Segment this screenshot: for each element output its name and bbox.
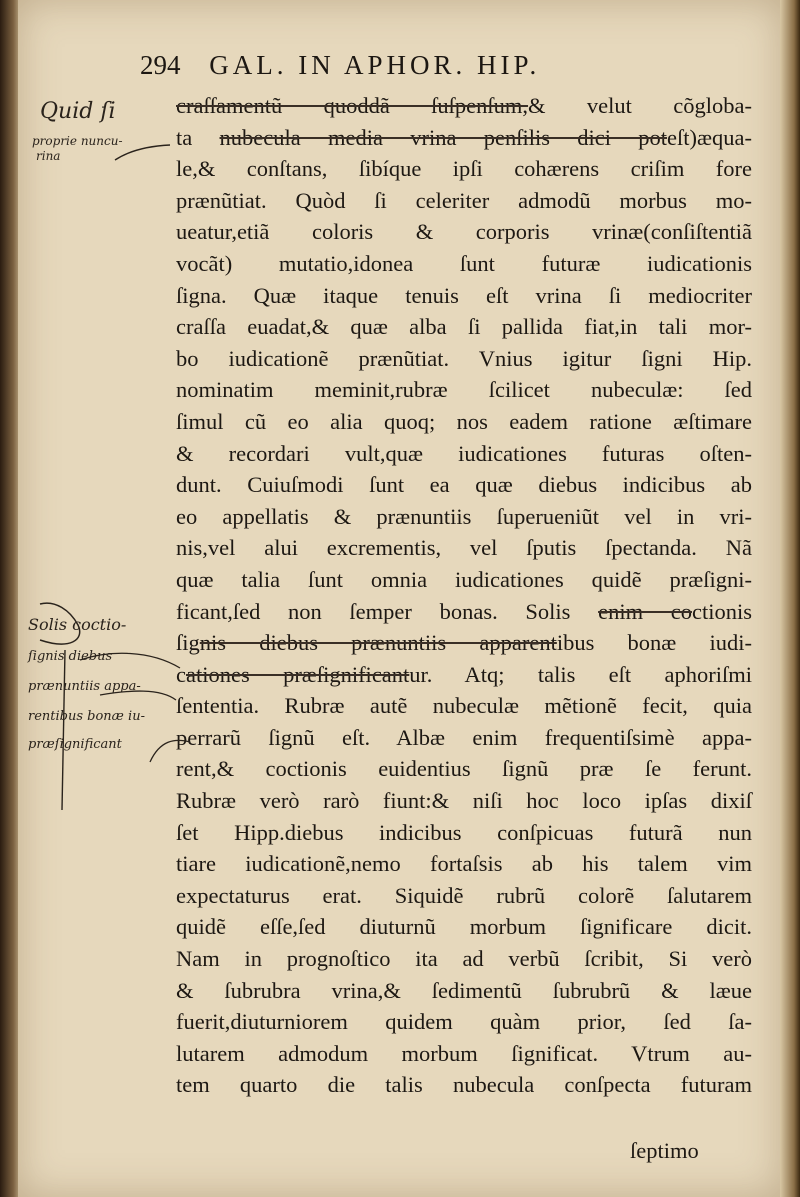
- text-line: eo appellatis & prænuntiis ſuperueniũt vel in vri-: [176, 503, 752, 529]
- page-number: 294: [140, 50, 181, 80]
- margin-note-2-line-1: Solis coctio-: [28, 615, 127, 634]
- body-text: [176, 90, 752, 1101]
- running-title: GAL. IN APHOR. HIP.: [209, 50, 541, 80]
- catchword: ſeptimo: [630, 1138, 699, 1163]
- text-line: perrarũ ſignũ eſt. Albæ enim frequentiſsimè appa-: [176, 724, 752, 750]
- text-line: dunt. Cuiuſmodi ſunt ea quæ diebus indicibus ab: [176, 472, 752, 498]
- text-line: craſſa euadat,& quæ alba ſi pallida fiat,in tali mor-: [176, 314, 752, 340]
- text-line: bo iudicationẽ prænũtiat. Vnius igitur ſigni Hip.: [176, 345, 752, 371]
- text-line: nominatim meminit,rubræ ſcilicet nubeculæ: ſed: [176, 377, 752, 403]
- text-line: tem quarto die talis nubecula conſpecta futuram: [176, 1072, 752, 1098]
- struck-text: nubecula media vrina penſilis dici pot: [219, 124, 668, 150]
- text-line: quæ talia ſunt omnia iudicationes quidẽ præſigni-: [176, 566, 752, 592]
- text-line: ueatur,etiã coloris & corporis vrinæ(conſiſtentiã: [176, 219, 752, 245]
- text-line: lutarem admodum morbum ſignificat. Vtrum au-: [176, 1040, 752, 1066]
- margin-note-2-line-5: præſignificant: [28, 737, 122, 752]
- text-line: craſſamentũ quoddã ſuſpenſum,& velut cõgloba-: [176, 93, 752, 118]
- page-header: [140, 50, 700, 81]
- text-line: quidẽ eſſe,ſed diuturnũ morbum ſignificare dicit.: [176, 914, 752, 940]
- text-line: rent,& coctionis euidentius ſignũ præ ſe ferunt.: [176, 756, 752, 782]
- margin-note-2-line-4: rentibus bonæ iu-: [28, 709, 145, 724]
- text-line: ſigna. Quæ itaque tenuis eſt vrina ſi mediocriter: [176, 282, 752, 308]
- text-line: & ſubrubra vrina,& ſedimentũ ſubrubrũ & læue: [176, 977, 752, 1003]
- text-line: cationes præſignificantur. Atq; talis eſt aphoriſmi: [176, 661, 752, 687]
- text-line: nis,vel alui excrementis, vel ſputis ſpectanda. Nã: [176, 535, 752, 561]
- text-line: tiare iudicationẽ,nemo fortaſsis ab his talem vim: [176, 851, 752, 877]
- struck-text: ationes præſignificant: [186, 661, 410, 687]
- text-line: Nam in prognoſtico ita ad verbũ ſcribit, Si verò: [176, 946, 752, 972]
- text-line: Rubræ verò rarò fiunt:& niſi hoc loco ipſas dixiſ: [176, 788, 752, 814]
- text-line: vocãt) mutatio,idonea ſunt futuræ iudicationis: [176, 250, 752, 276]
- struck-text: craſſamentũ quoddã ſuſpenſum,: [176, 93, 529, 118]
- text-line: le,& conſtans, ſibíque ipſi cohærens criſim fore: [176, 156, 752, 182]
- text-line: & recordari vult,quæ iudicationes futuras oſten-: [176, 440, 752, 466]
- struck-text: enim co: [598, 598, 692, 624]
- margin-note-1-line-1: Quid ſi: [40, 99, 116, 124]
- margin-note-2-line-3: prænuntiis appa-: [28, 679, 141, 694]
- text-line: fuerit,diuturniorem quidem quàm prior, ſed ſa-: [176, 1009, 752, 1035]
- page-edge: [780, 0, 800, 1197]
- text-line: ſimul cũ eo alia quoq; nos eadem ratione æſtimare: [176, 408, 752, 434]
- text-line: ta nubecula media vrina penſilis dici poteſt)æqua-: [176, 124, 752, 150]
- margin-note-2-line-2: ſignis diebus: [28, 649, 113, 664]
- text-line: ſignis diebus prænuntiis apparentibus bonæ iudi-: [176, 630, 753, 656]
- margin-note-1-line-2: proprie nuncu-: [32, 134, 123, 148]
- text-line: ſet Hipp.diebus indicibus conſpicuas futurã nun: [176, 819, 752, 845]
- text-line: prænũtiat. Quòd ſi celeriter admodũ morbus mo-: [176, 187, 752, 213]
- text-line: expectaturus erat. Siquidẽ rubrũ colorẽ ſalutarem: [176, 882, 752, 908]
- text-line: ficant,ſed non ſemper bonas. Solis enim coctionis: [176, 598, 752, 624]
- margin-note-1-line-3: rina: [36, 149, 61, 163]
- text-line: ſententia. Rubræ autẽ nubeculæ mẽtionẽ fecit, quia: [176, 693, 752, 719]
- struck-text: nis diebus prænuntiis apparent: [199, 630, 557, 656]
